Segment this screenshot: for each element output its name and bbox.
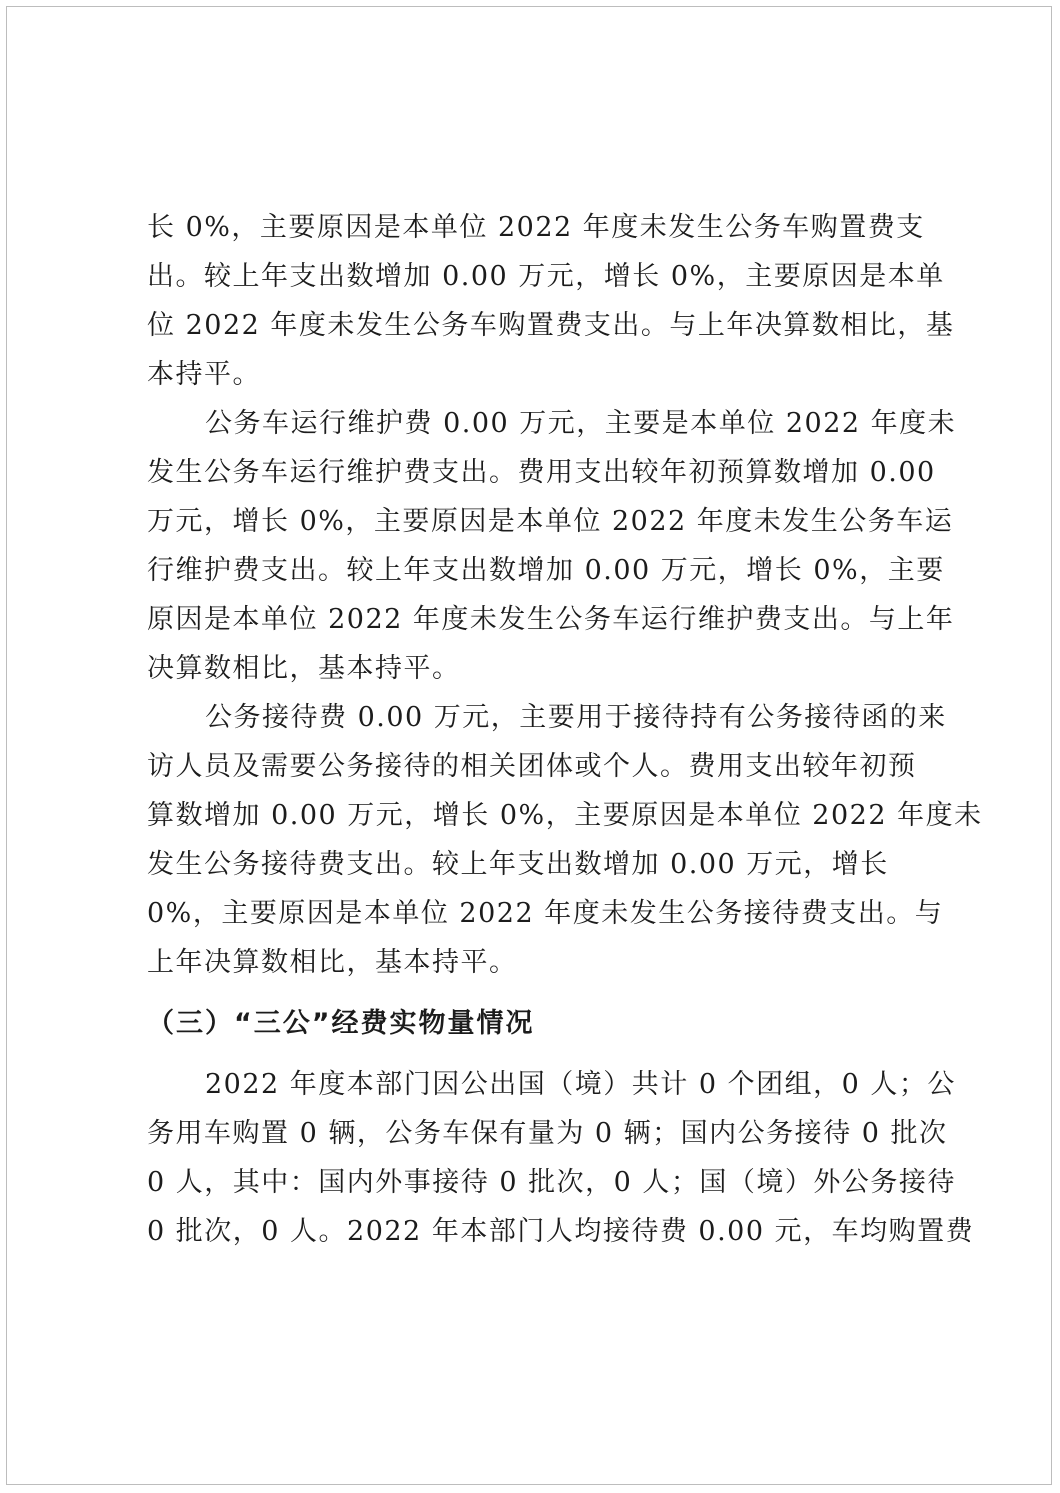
text-line: 2022 年度本部门因公出国（境）共计 0 个团组，0 人；公 <box>205 1069 956 1100</box>
text-line: 访人员及需要公务接待的相关团体或个人。费用支出较年初预 <box>147 751 917 782</box>
text-line: 发生公务车运行维护费支出。费用支出较年初预算数增加 0.00 <box>147 457 936 488</box>
document-body <box>147 203 983 1256</box>
section-heading: （三）“三公”经费实物量情况 <box>147 1008 535 1039</box>
paragraph-physical-quantity <box>147 1060 975 1256</box>
document-page <box>6 6 1052 1485</box>
text-line: 出。较上年支出数增加 0.00 万元，增长 0%，主要原因是本单 <box>147 261 945 292</box>
text-line: 算数增加 0.00 万元，增长 0%，主要原因是本单位 2022 年度未 <box>147 800 983 831</box>
text-line: 上年决算数相比，基本持平。 <box>147 947 518 978</box>
text-line: 0%，主要原因是本单位 2022 年度未发生公务接待费支出。与 <box>147 898 944 929</box>
text-line: 发生公务接待费支出。较上年支出数增加 0.00 万元，增长 <box>147 849 889 880</box>
text-line: 0 批次，0 人。2022 年本部门人均接待费 0.00 元，车均购置费 <box>147 1216 975 1247</box>
text-line: 本持平。 <box>147 359 261 390</box>
text-line: 长 0%，主要原因是本单位 2022 年度未发生公务车购置费支 <box>147 212 925 243</box>
text-line: 位 2022 年度未发生公务车购置费支出。与上年决算数相比，基 <box>147 310 955 341</box>
paragraph-vehicle-maintenance <box>147 399 957 693</box>
paragraph-reception <box>147 693 983 987</box>
text-line: 务用车购置 0 辆，公务车保有量为 0 辆；国内公务接待 0 批次 <box>147 1118 948 1149</box>
paragraph-vehicle-purchase <box>147 203 955 399</box>
text-line: 公务接待费 0.00 万元，主要用于接待持有公务接待函的来 <box>205 702 947 733</box>
text-line: 0 人，其中：国内外事接待 0 批次，0 人；国（境）外公务接待 <box>147 1167 956 1198</box>
text-line: 万元，增长 0%，主要原因是本单位 2022 年度未发生公务车运 <box>147 506 954 537</box>
text-line: 行维护费支出。较上年支出数增加 0.00 万元，增长 0%，主要 <box>147 555 945 586</box>
text-line: 原因是本单位 2022 年度未发生公务车运行维护费支出。与上年 <box>147 604 955 635</box>
text-line: 决算数相比，基本持平。 <box>147 653 461 684</box>
text-line: 公务车运行维护费 0.00 万元，主要是本单位 2022 年度未 <box>205 408 957 439</box>
